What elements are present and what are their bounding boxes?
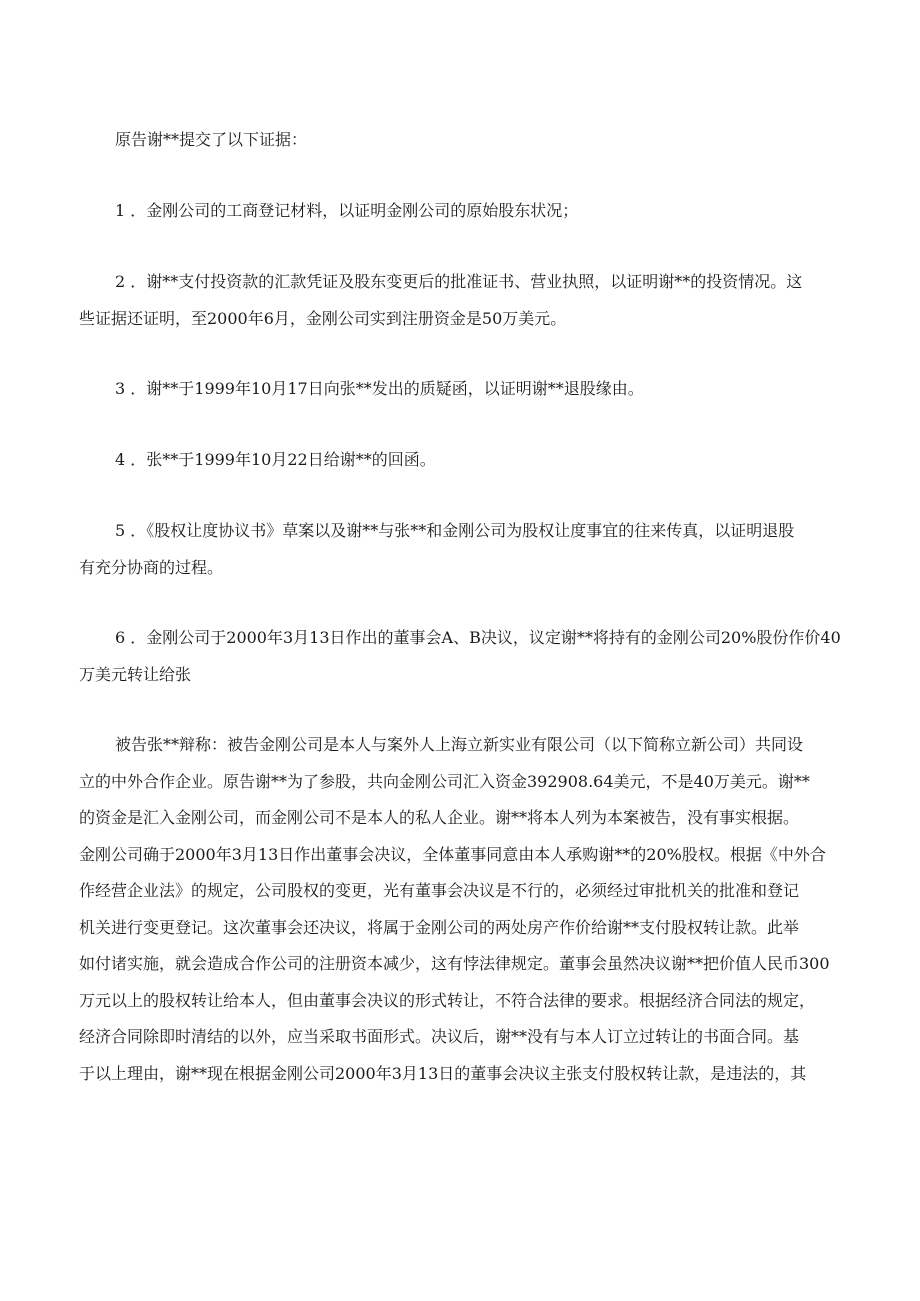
evidence-item-3	[79, 371, 845, 408]
evidence-line: 万美元转让给张	[79, 664, 192, 684]
evidence-line: 些证据还证明，至2000年6月，金刚公司实到注册资金是50万美元。	[79, 308, 567, 328]
defense-line: 万元以上的股权转让给本人，但由董事会决议的形式转让，不符合法律的要求。根据经济合同法的规定，	[79, 990, 816, 1010]
defense-line: 如付诸实施，就会造成合作公司的注册资本减少，这有悖法律规定。董事会虽然决议谢**把价值人民币300	[79, 954, 830, 973]
evidence-line: 6 ．金刚公司于2000年3月13日作出的董事会A、B决议，议定谢**将持有的金刚公司20%股份作价40	[115, 628, 841, 647]
defense-paragraph	[79, 727, 845, 1092]
evidence-item-6	[79, 620, 845, 693]
defense-line: 于以上理由，谢**现在根据金刚公司2000年3月13日的董事会决议主张支付股权转让款，是违法的，其	[79, 1063, 807, 1083]
evidence-line: 3 ．谢**于1999年10月17日向张**发出的质疑函，以证明谢**退股缘由。	[115, 379, 644, 398]
evidence-line: 2 ．谢**支付投资款的汇款凭证及股东变更后的批准证书、营业执照，以证明谢**的投资情况。这	[115, 272, 803, 291]
evidence-line: 有充分协商的过程。	[79, 557, 224, 577]
evidence-item-5	[79, 513, 845, 586]
defense-line: 金刚公司确于2000年3月13日作出董事会决议，全体董事同意由本人承购谢**的20%股权。根据《中外合	[79, 844, 826, 864]
intro-paragraph	[79, 122, 845, 159]
intro-text: 原告谢**提交了以下证据：	[115, 130, 308, 149]
defense-line: 被告张**辩称：被告金刚公司是本人与案外人上海立新实业有限公司（以下简称立新公司）共同设	[115, 735, 804, 754]
evidence-item-4	[79, 442, 845, 479]
defense-line: 机关进行变更登记。这次董事会还决议，将属于金刚公司的两处房产作价给谢**支付股权转让款。此举	[79, 917, 800, 937]
evidence-line: 1 ．金刚公司的工商登记材料，以证明金刚公司的原始股东状况；	[115, 201, 579, 220]
evidence-item-1	[79, 193, 845, 230]
evidence-line: 4 ．张**于1999年10月22日给谢**的回函。	[115, 450, 436, 469]
evidence-line: 5 ．《股权让度协议书》草案以及谢**与张**和金刚公司为股权让度事宜的往来传真，以证明退股	[115, 521, 795, 540]
evidence-item-2	[79, 264, 845, 337]
defense-line: 经济合同除即时清结的以外，应当采取书面形式。决议后，谢**没有与本人订立过转让的书面合同。基	[79, 1027, 800, 1046]
defense-line: 立的中外合作企业。原告谢**为了参股，共向金刚公司汇入资金392908.64美元，不是40万美元。谢**	[79, 771, 810, 791]
defense-line: 作经营企业法》的规定，公司股权的变更，光有董事会决议是不行的，必须经过审批机关的批准和登记	[79, 881, 800, 900]
defense-line: 的资金是汇入金刚公司，而金刚公司不是本人的私人企业。谢**将本人列为本案被告，没有事实根据。	[79, 808, 800, 827]
